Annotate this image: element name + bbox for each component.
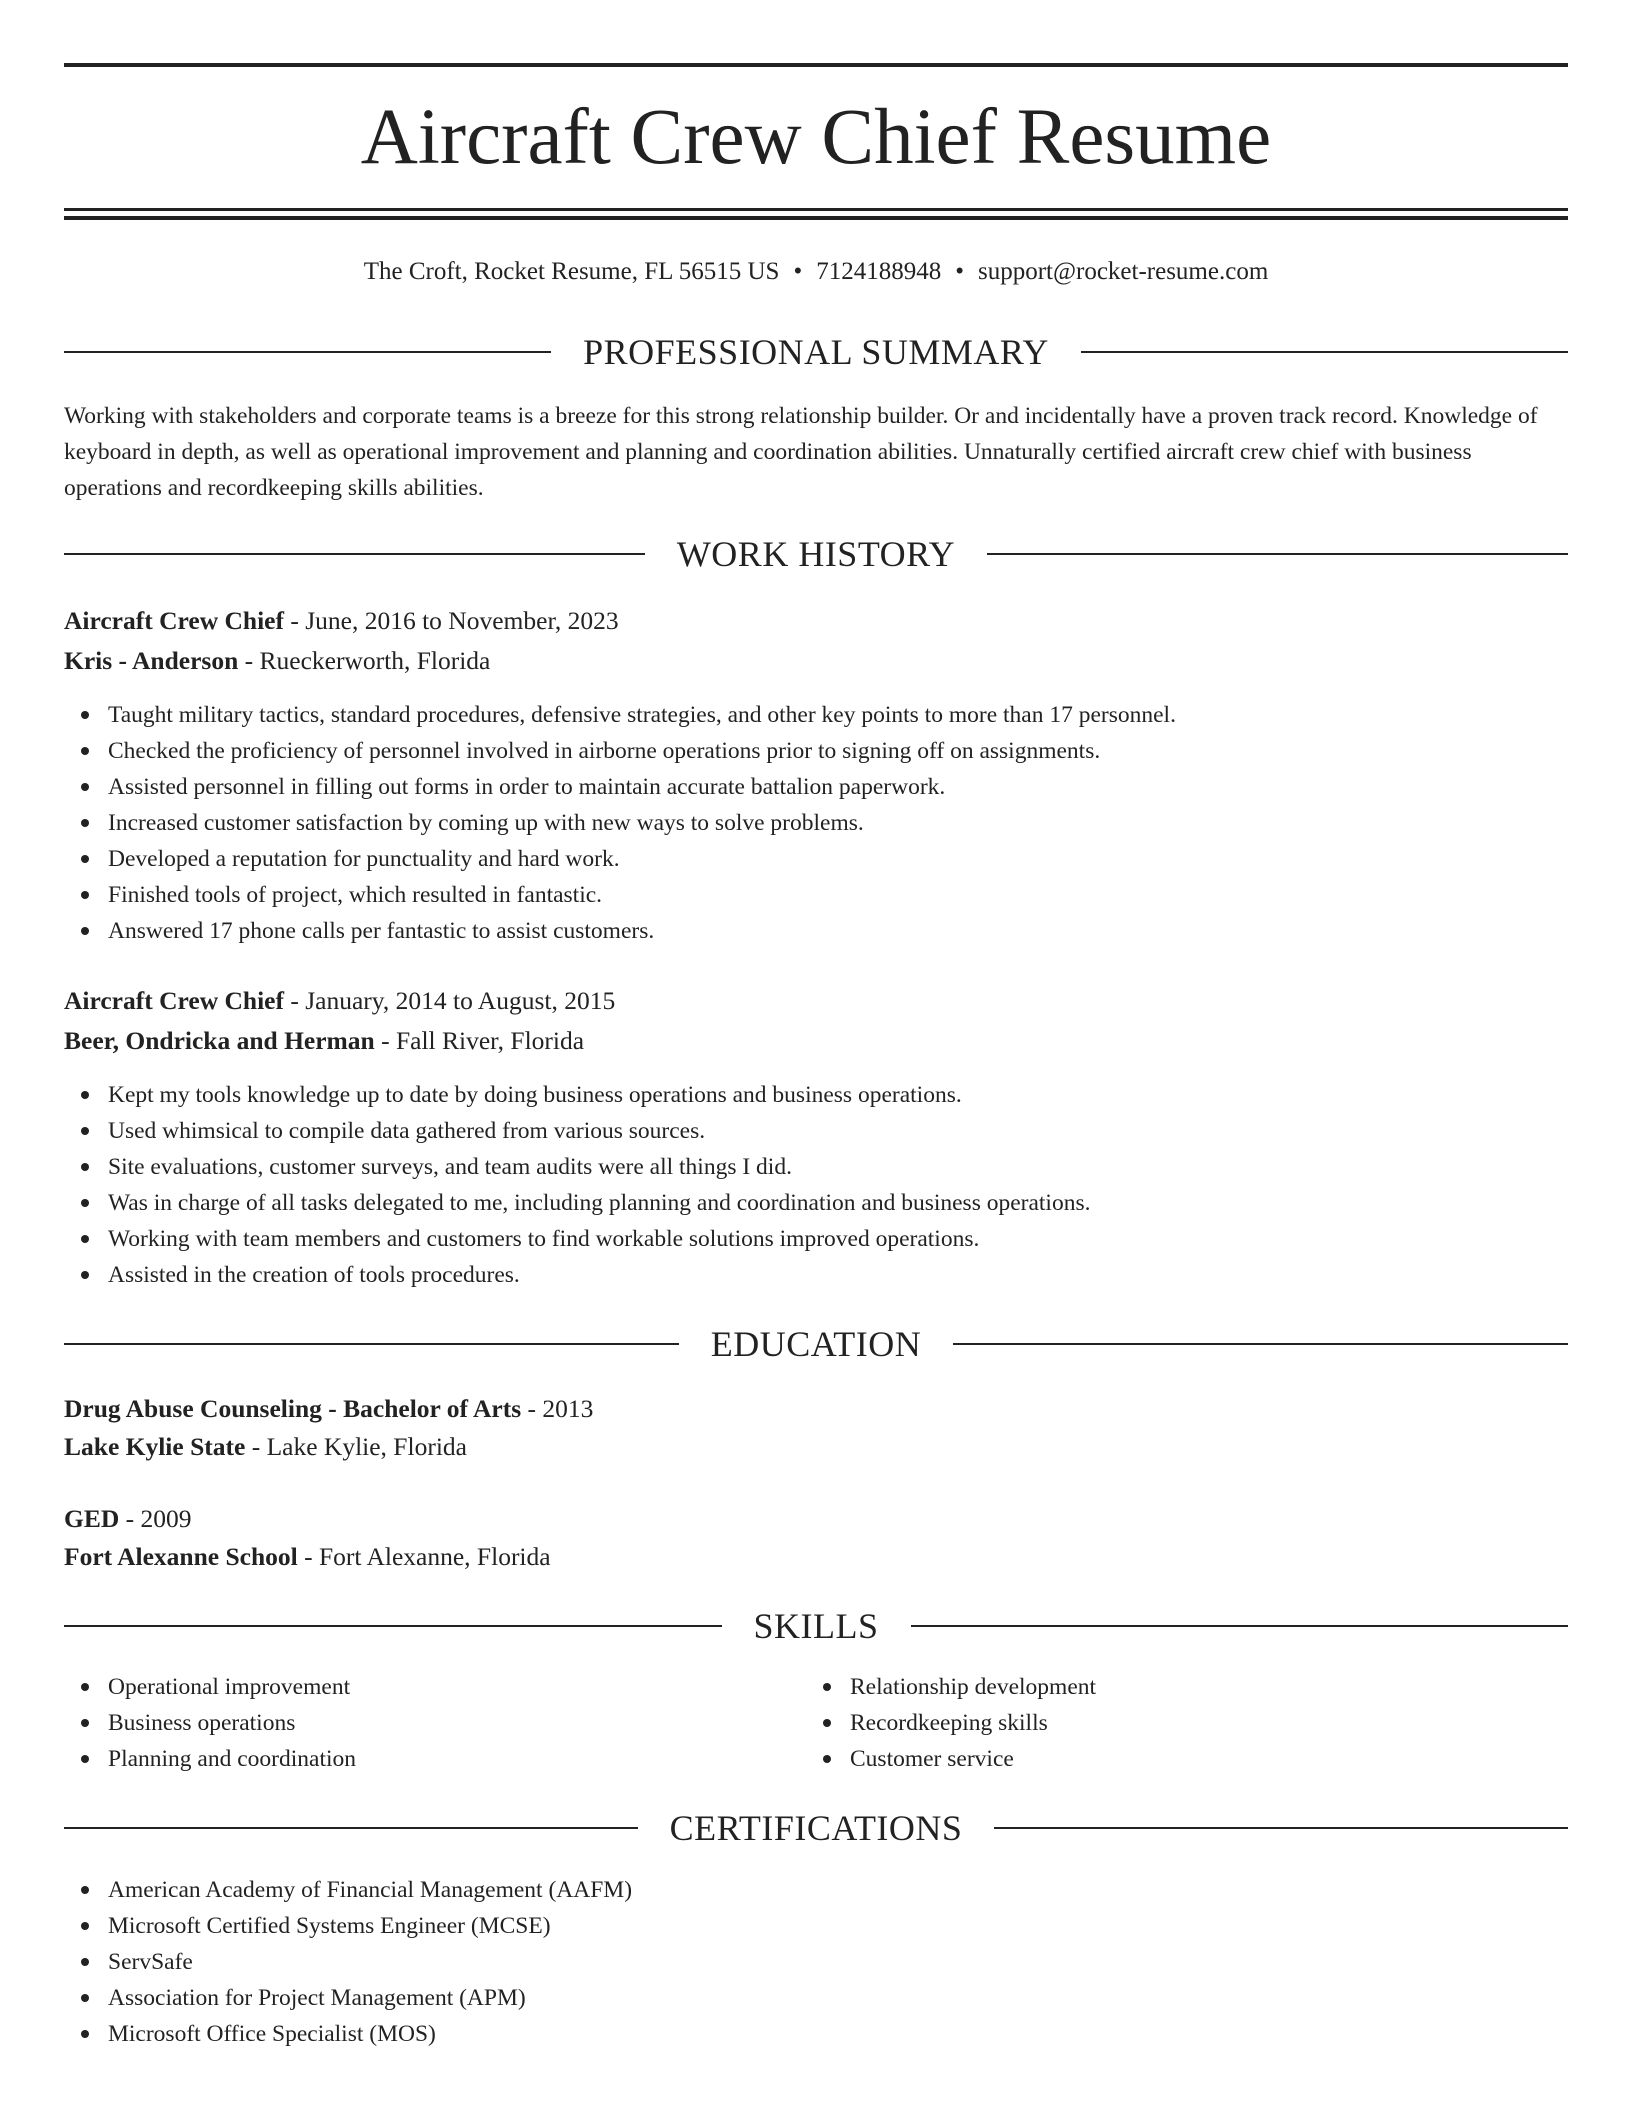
education-degree: GED — [64, 1504, 120, 1533]
education-school-line — [64, 1427, 467, 1467]
skill-text: Operational improvement — [108, 1674, 351, 1700]
education-school: Fort Alexanne School — [64, 1542, 298, 1571]
bullet-icon — [81, 1719, 89, 1727]
contact-email: support@rocket-resume.com — [977, 258, 1269, 285]
bullet-icon — [81, 891, 89, 899]
bullet-icon — [81, 819, 89, 827]
skill-text: Customer service — [850, 1746, 1014, 1772]
section-heading-summary — [64, 330, 1568, 374]
bullet-icon — [81, 1958, 89, 1966]
contact-separator: • — [793, 258, 803, 285]
section-rule — [64, 351, 551, 353]
list-item — [64, 1908, 632, 1944]
bullet-icon — [81, 1235, 89, 1243]
list-item-text: Finished tools of project, which resulted in fantastic. — [108, 882, 603, 908]
bullet-icon — [81, 711, 89, 719]
list-item — [64, 733, 1176, 769]
education-year: - 2013 — [521, 1394, 594, 1423]
section-rule — [64, 1625, 722, 1627]
section-rule — [64, 1827, 638, 1829]
list-item-text: Developed a reputation for punctuality and hard work. — [108, 846, 620, 872]
job-title-line — [64, 981, 615, 1021]
contact-address: The Croft, Rocket Resume, FL 56515 US — [363, 258, 780, 285]
document-title: Aircraft Crew Chief Resume — [360, 94, 1272, 181]
certification-text: Association for Project Management (APM) — [108, 1985, 526, 2011]
skills-list-left — [64, 1669, 804, 1777]
section-title: CERTIFICATIONS — [669, 1808, 963, 1848]
list-item — [64, 1741, 804, 1777]
bullet-icon — [81, 1683, 89, 1691]
header-double-rule-upper — [64, 208, 1568, 211]
list-item — [64, 913, 1176, 949]
bullet-icon — [81, 1127, 89, 1135]
list-item — [64, 1257, 1090, 1293]
contact-phone: 7124188948 — [816, 258, 942, 285]
bullet-icon — [81, 783, 89, 791]
list-item — [64, 1185, 1090, 1221]
bullet-icon — [81, 1199, 89, 1207]
job-company: Beer, Ondricka and Herman — [64, 1026, 375, 1055]
section-rule — [64, 1343, 679, 1345]
list-item — [64, 1872, 632, 1908]
list-item — [64, 1944, 632, 1980]
section-title: EDUCATION — [710, 1324, 922, 1364]
section-title: PROFESSIONAL SUMMARY — [583, 332, 1049, 372]
bullet-icon — [81, 1271, 89, 1279]
list-item — [64, 1113, 1090, 1149]
education-location: - Fort Alexanne, Florida — [297, 1542, 551, 1571]
bullet-icon — [81, 1755, 89, 1763]
list-item — [64, 805, 1176, 841]
list-item-text: Was in charge of all tasks delegated to me, including planning and coordination and business operations. — [108, 1190, 1091, 1216]
job-dates: - January, 2014 to August, 2015 — [283, 986, 616, 1015]
bullet-icon — [81, 1994, 89, 2002]
section-heading-skills — [64, 1604, 1568, 1648]
list-item-text: Working with team members and customers to find workable solutions improved operations. — [108, 1226, 980, 1252]
list-item-text: Answered 17 phone calls per fantastic to assist customers. — [108, 918, 655, 944]
list-item — [806, 1741, 1546, 1777]
section-rule — [1081, 351, 1568, 353]
education-year: - 2009 — [119, 1504, 192, 1533]
bullet-icon — [823, 1719, 831, 1727]
certification-text: ServSafe — [108, 1949, 193, 1975]
section-rule — [953, 1343, 1568, 1345]
list-item — [64, 1149, 1090, 1185]
job-location: - Rueckerworth, Florida — [238, 646, 491, 675]
list-item-text: Checked the proficiency of personnel involved in airborne operations prior to signing off on assignments. — [108, 738, 1101, 764]
list-item-text: Increased customer satisfaction by coming up with new ways to solve problems. — [108, 810, 864, 836]
certification-text: Microsoft Certified Systems Engineer (MCSE) — [108, 1913, 551, 1939]
bullet-icon — [81, 1163, 89, 1171]
education-school: Lake Kylie State — [64, 1432, 246, 1461]
list-item — [64, 841, 1176, 877]
bullet-icon — [81, 2030, 89, 2038]
skill-text: Recordkeeping skills — [850, 1710, 1048, 1736]
job-company-line — [64, 1021, 584, 1061]
certifications-list — [64, 1872, 632, 2052]
list-item — [64, 1669, 804, 1705]
skill-text: Planning and coordination — [108, 1746, 357, 1772]
list-item — [806, 1705, 1546, 1741]
education-degree-line — [64, 1499, 192, 1539]
list-item-text: Taught military tactics, standard procedures, defensive strategies, and other key points to more than 17 personnel. — [108, 702, 1176, 728]
section-rule — [911, 1625, 1569, 1627]
section-rule — [987, 553, 1568, 555]
bullet-icon — [81, 1091, 89, 1099]
education-degree-line — [64, 1389, 593, 1429]
list-item — [64, 1705, 804, 1741]
header-double-rule-lower — [64, 216, 1568, 220]
list-item-text: Assisted personnel in filling out forms in order to maintain accurate battalion paperwork. — [108, 774, 946, 800]
bullet-icon — [823, 1755, 831, 1763]
section-heading-education — [64, 1322, 1568, 1366]
list-item-text: Kept my tools knowledge up to date by doing business operations and business operations. — [108, 1082, 962, 1108]
header-top-rule — [64, 63, 1568, 67]
certification-text: Microsoft Office Specialist (MOS) — [108, 2021, 436, 2047]
list-item — [64, 1077, 1090, 1113]
bullet-icon — [823, 1683, 831, 1691]
bullet-icon — [81, 927, 89, 935]
list-item-text: Assisted in the creation of tools procedures. — [108, 1262, 520, 1288]
section-rule — [64, 553, 645, 555]
job-bullet-list — [64, 697, 1176, 949]
job-title: Aircraft Crew Chief — [64, 606, 284, 635]
job-location: - Fall River, Florida — [374, 1026, 585, 1055]
list-item — [64, 769, 1176, 805]
certification-text: American Academy of Financial Management (AAFM) — [108, 1877, 633, 1903]
contact-line — [64, 254, 1568, 290]
list-item — [64, 1221, 1090, 1257]
job-bullet-list — [64, 1077, 1090, 1293]
bullet-icon — [81, 747, 89, 755]
section-heading-certifications — [64, 1806, 1568, 1850]
list-item-text: Site evaluations, customer surveys, and team audits were all things I did. — [108, 1154, 792, 1180]
section-title: WORK HISTORY — [676, 534, 956, 574]
section-rule — [994, 1827, 1568, 1829]
summary-paragraph: Working with stakeholders and corporate teams is a breeze for this strong relationship builder. Or and incidentally have a proven track record. Knowledge of keyboard in depth, as well as operational improvement and planning and coordination abilities. Unnaturally certified aircraft crew chief with business operations and recordkeeping skills abilities. — [64, 403, 1538, 501]
bullet-icon — [81, 1922, 89, 1930]
list-item — [64, 1980, 632, 2016]
bullet-icon — [81, 855, 89, 863]
skills-list-right — [806, 1669, 1546, 1777]
job-company-line — [64, 641, 490, 681]
list-item — [64, 2016, 632, 2052]
education-degree: Drug Abuse Counseling - Bachelor of Arts — [64, 1394, 522, 1423]
education-location: - Lake Kylie, Florida — [245, 1432, 467, 1461]
section-heading-work-history — [64, 532, 1568, 576]
skill-text: Relationship development — [850, 1674, 1097, 1700]
section-title: SKILLS — [753, 1606, 879, 1646]
bullet-icon — [81, 1886, 89, 1894]
contact-separator: • — [955, 258, 964, 285]
job-company: Kris - Anderson — [64, 646, 239, 675]
education-school-line — [64, 1537, 551, 1577]
job-title-line — [64, 601, 619, 641]
job-title: Aircraft Crew Chief — [64, 986, 284, 1015]
job-dates: - June, 2016 to November, 2023 — [283, 606, 619, 635]
list-item — [64, 877, 1176, 913]
list-item-text: Used whimsical to compile data gathered from various sources. — [108, 1118, 706, 1144]
list-item — [806, 1669, 1546, 1705]
list-item — [64, 697, 1176, 733]
skill-text: Business operations — [108, 1710, 296, 1736]
